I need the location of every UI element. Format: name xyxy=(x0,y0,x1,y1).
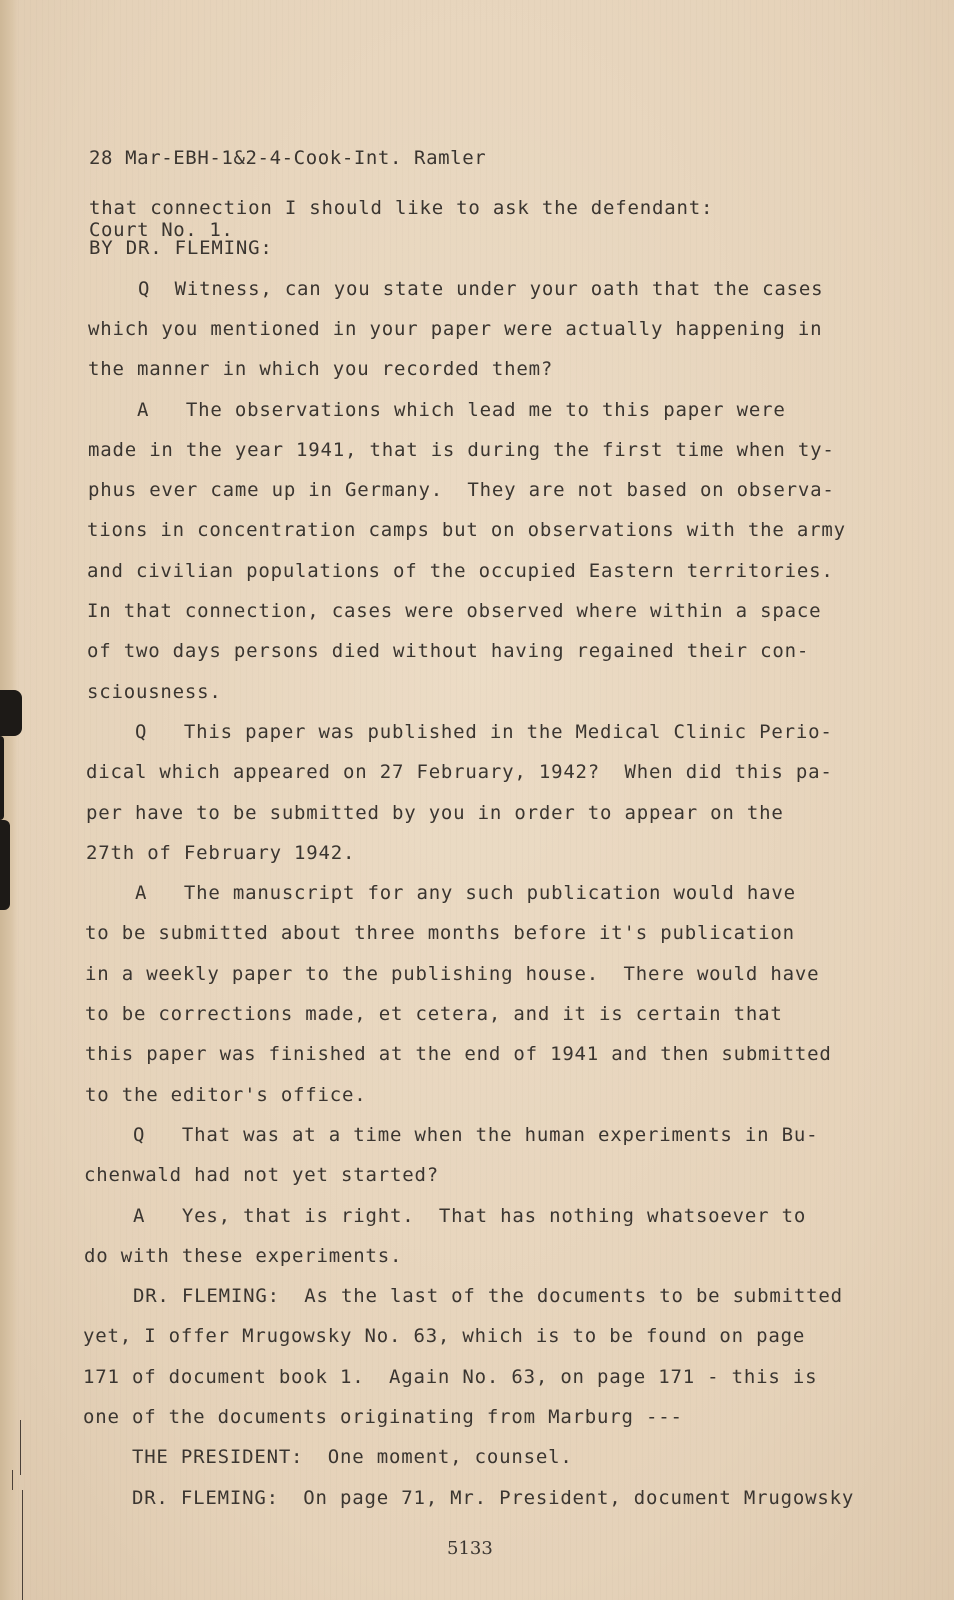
transcript-line: of two days persons died without having regained their con- xyxy=(87,640,810,662)
transcript-line: Q Witness, can you state under your oath that the cases xyxy=(89,278,824,300)
transcript-line: BY DR. FLEMING: xyxy=(89,237,273,259)
transcript-line: yet, I offer Mrugowsky No. 63, which is to be found on page xyxy=(83,1325,806,1347)
paper-edge-line xyxy=(22,1490,23,1600)
document-header xyxy=(89,98,486,290)
paper-tear-mark xyxy=(0,690,22,736)
transcript-line: made in the year 1941, that is during the first time when ty- xyxy=(88,439,835,461)
transcript-line: In that connection, cases were observed where within a space xyxy=(87,600,822,622)
transcript-line: to the editor's office. xyxy=(85,1084,367,1106)
page-number: 5133 xyxy=(447,1538,493,1559)
transcript-line: one of the documents originating from Marburg --- xyxy=(83,1406,683,1428)
transcript-line: sciousness. xyxy=(87,681,222,703)
transcript-line: and civilian populations of the occupied Eastern territories. xyxy=(87,560,834,582)
transcript-line: DR. FLEMING: On page 71, Mr. President, document Mrugowsky xyxy=(83,1487,855,1509)
transcript-line: to be submitted about three months before it's publication xyxy=(85,922,795,944)
header-reference-line: 28 Mar-EBH-1&2-4-Cook-Int. Ramler xyxy=(89,147,487,169)
transcript-line: tions in concentration camps but on observations with the army xyxy=(87,519,846,541)
paper-tear-mark xyxy=(0,736,4,820)
header-court-line: Court No. 1. xyxy=(89,219,234,241)
transcript-line: do with these experiments. xyxy=(84,1245,403,1267)
transcript-line: THE PRESIDENT: One moment, counsel. xyxy=(83,1446,573,1468)
transcript-line: dical which appeared on 27 February, 1942? When did this pa- xyxy=(86,761,833,783)
transcript-line: Q This paper was published in the Medical Clinic Perio- xyxy=(86,721,833,743)
transcript-line: 171 of document book 1. Again No. 63, on page 171 - this is xyxy=(83,1366,818,1388)
transcript-line: 27th of February 1942. xyxy=(86,842,356,864)
transcript-line: that connection I should like to ask the defendant: xyxy=(89,197,714,219)
paper-edge-line xyxy=(12,1470,13,1490)
paper-tear-mark xyxy=(0,820,10,910)
transcript-line: A Yes, that is right. That has nothing whatsoever to xyxy=(84,1205,807,1227)
transcript-line: phus ever came up in Germany. They are not based on observa- xyxy=(88,479,835,501)
transcript-line: the manner in which you recorded them? xyxy=(88,358,554,380)
transcript-line: which you mentioned in your paper were actually happening in xyxy=(88,318,823,340)
transcript-line: A The manuscript for any such publication would have xyxy=(86,882,796,904)
transcript-line: A The observations which lead me to this paper were xyxy=(88,399,786,421)
transcript-line: DR. FLEMING: As the last of the documents to be submitted xyxy=(84,1285,843,1307)
paper-edge-line xyxy=(20,1420,21,1475)
transcript-line: in a weekly paper to the publishing house. There would have xyxy=(85,963,820,985)
transcript-line: chenwald had not yet started? xyxy=(84,1164,439,1186)
transcript-line: Q That was at a time when the human experiments in Bu- xyxy=(84,1124,819,1146)
transcript-line: to be corrections made, et cetera, and it is certain that xyxy=(85,1003,783,1025)
transcript-line: per have to be submitted by you in order to appear on the xyxy=(86,802,784,824)
transcript-line: this paper was finished at the end of 1941 and then submitted xyxy=(85,1043,832,1065)
